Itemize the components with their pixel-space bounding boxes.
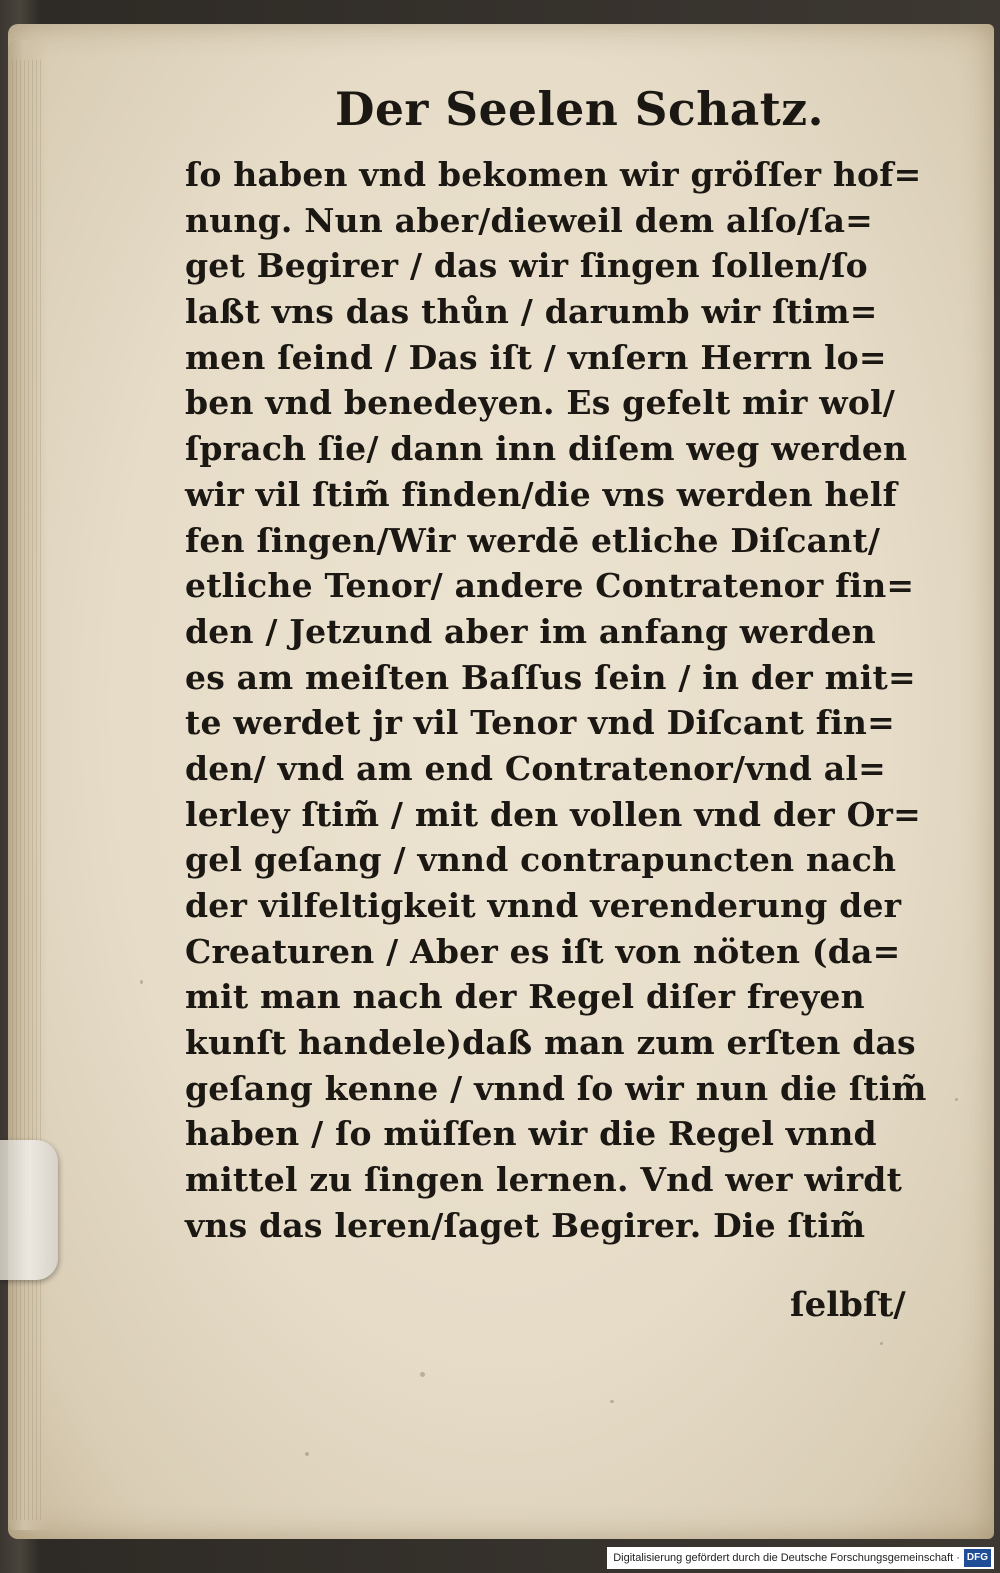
text-line: mittel zu ſingen lernen. Vnd wer wirdt [185, 1160, 903, 1200]
text-line: haben / ſo müſſen wir die Regel vnnd [185, 1114, 877, 1154]
text-line: vns das leren/ſaget Begirer. Die ſtim̃ [185, 1205, 866, 1245]
text-line: der vilfeltigkeit vnnd verenderung der [185, 886, 902, 925]
text-line: den / Jetzund aber im anfang werden [185, 611, 876, 651]
text-line: get Begirer / das wir ſingen ſollen/ſo [185, 246, 868, 286]
text-line: wir vil ſtim̃ finden/die vns werden helf [185, 474, 897, 514]
text-line: den/ vnd am end Contratenor/vnd al= [185, 748, 886, 788]
text-line: Creaturen / Aber es iſt von nöten (da= [185, 931, 901, 971]
body-text [185, 152, 945, 1249]
text-line: te werdet jr vil Tenor vnd Diſcant fin= [185, 703, 895, 743]
text-line: ben vnd benedeyen. Es gefelt mir wol/ [185, 383, 896, 423]
dfg-logo: DFG [964, 1549, 991, 1567]
paper-speck [305, 1452, 309, 1456]
text-line: geſang kenne / vnnd ſo wir nun die ſtim̃ [185, 1068, 927, 1108]
text-line: men ſeind / Das iſt / vnſern Herrn lo= [185, 337, 887, 377]
paper-speck [140, 980, 143, 984]
catchword: ſelbſt/ [790, 1285, 906, 1325]
text-line: ſo haben vnd bekomen wir gröſſer hof= [185, 155, 922, 194]
page-edge-lines [12, 60, 42, 1520]
text-line: mit man nach der Regel diſer freyen [185, 977, 865, 1017]
paper-speck [420, 1372, 425, 1377]
paper-speck [955, 1098, 958, 1101]
paper-speck [610, 1400, 614, 1403]
text-line: nung. Nun aber/dieweil dem alſo/ſa= [185, 200, 874, 240]
text-line: es am meiſten Baſſus ſein / in der mit= [185, 657, 916, 697]
text-line: kunſt handele)daß man zum erſten das [185, 1023, 916, 1063]
paper-speck [880, 1342, 883, 1345]
footer-credit: Digitalisierung gefördert durch die Deutsche Forschungsgemeinschaft · [613, 1552, 960, 1564]
page-clip [0, 1140, 58, 1280]
text-line: lerley ſtim̃ / mit den vollen vnd der Or= [185, 794, 921, 834]
text-line: gel geſang / vnnd contrapuncten nach [185, 840, 897, 880]
text-line: fen ſingen/Wir werdē etliche Diſcant/ [185, 520, 881, 560]
running-head: Der Seelen Schatz. [335, 82, 824, 136]
text-line: etliche Tenor/ andere Contratenor fin= [185, 566, 915, 606]
text-line: ſprach ſie/ dann inn diſem weg werden [185, 429, 908, 469]
digitization-footer [607, 1547, 994, 1569]
text-line: laßt vns das thůn / darumb wir ſtim= [185, 292, 878, 332]
